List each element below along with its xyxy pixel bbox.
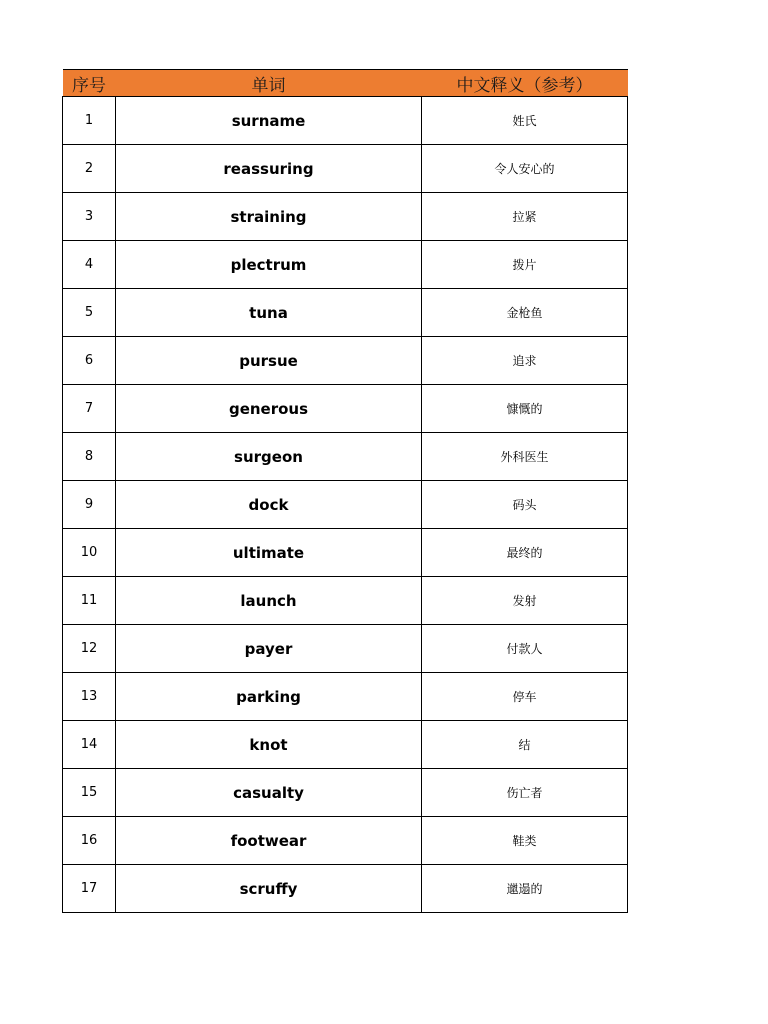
- table-row: [63, 97, 628, 145]
- row-definition: 拉紧: [422, 193, 628, 241]
- row-number: 12: [63, 625, 116, 673]
- row-word: generous: [116, 385, 422, 433]
- row-number: 6: [63, 337, 116, 385]
- row-word: dock: [116, 481, 422, 529]
- row-definition: 邋遢的: [422, 865, 628, 913]
- row-word: pursue: [116, 337, 422, 385]
- row-word: casualty: [116, 769, 422, 817]
- row-number: 15: [63, 769, 116, 817]
- row-definition: 结: [422, 721, 628, 769]
- table-body: [63, 97, 628, 913]
- table-row: [63, 625, 628, 673]
- row-word: footwear: [116, 817, 422, 865]
- row-word: ultimate: [116, 529, 422, 577]
- row-definition: 付款人: [422, 625, 628, 673]
- table-row: [63, 193, 628, 241]
- table-row: [63, 481, 628, 529]
- vocabulary-table: [62, 69, 628, 913]
- row-number: 14: [63, 721, 116, 769]
- row-definition: 金枪鱼: [422, 289, 628, 337]
- row-word: knot: [116, 721, 422, 769]
- row-number: 13: [63, 673, 116, 721]
- row-definition: 伤亡者: [422, 769, 628, 817]
- header-definition: 中文释义（参考）: [422, 70, 628, 97]
- row-word: scruffy: [116, 865, 422, 913]
- row-word: reassuring: [116, 145, 422, 193]
- row-definition: 令人安心的: [422, 145, 628, 193]
- row-number: 9: [63, 481, 116, 529]
- row-word: straining: [116, 193, 422, 241]
- row-definition: 停车: [422, 673, 628, 721]
- row-definition: 外科医生: [422, 433, 628, 481]
- table-row: [63, 817, 628, 865]
- row-word: surname: [116, 97, 422, 145]
- row-word: plectrum: [116, 241, 422, 289]
- row-word: launch: [116, 577, 422, 625]
- row-number: 7: [63, 385, 116, 433]
- table-row: [63, 385, 628, 433]
- row-definition: 姓氏: [422, 97, 628, 145]
- table-row: [63, 673, 628, 721]
- row-word: parking: [116, 673, 422, 721]
- row-definition: 追求: [422, 337, 628, 385]
- row-number: 4: [63, 241, 116, 289]
- row-word: payer: [116, 625, 422, 673]
- table-row: [63, 289, 628, 337]
- row-word: tuna: [116, 289, 422, 337]
- row-number: 3: [63, 193, 116, 241]
- row-number: 16: [63, 817, 116, 865]
- row-number: 11: [63, 577, 116, 625]
- row-number: 17: [63, 865, 116, 913]
- row-number: 1: [63, 97, 116, 145]
- table-row: [63, 577, 628, 625]
- row-word: surgeon: [116, 433, 422, 481]
- table-header-row: [63, 70, 628, 97]
- row-definition: 拨片: [422, 241, 628, 289]
- row-definition: 码头: [422, 481, 628, 529]
- table-row: [63, 769, 628, 817]
- row-definition: 鞋类: [422, 817, 628, 865]
- row-definition: 慷慨的: [422, 385, 628, 433]
- table-row: [63, 145, 628, 193]
- row-number: 5: [63, 289, 116, 337]
- table-row: [63, 529, 628, 577]
- row-definition: 发射: [422, 577, 628, 625]
- table-row: [63, 865, 628, 913]
- table-row: [63, 337, 628, 385]
- header-number: 序号: [63, 70, 116, 97]
- row-number: 2: [63, 145, 116, 193]
- table-row: [63, 433, 628, 481]
- table-row: [63, 721, 628, 769]
- row-number: 8: [63, 433, 116, 481]
- header-word: 单词: [116, 70, 422, 97]
- table-row: [63, 241, 628, 289]
- row-definition: 最终的: [422, 529, 628, 577]
- row-number: 10: [63, 529, 116, 577]
